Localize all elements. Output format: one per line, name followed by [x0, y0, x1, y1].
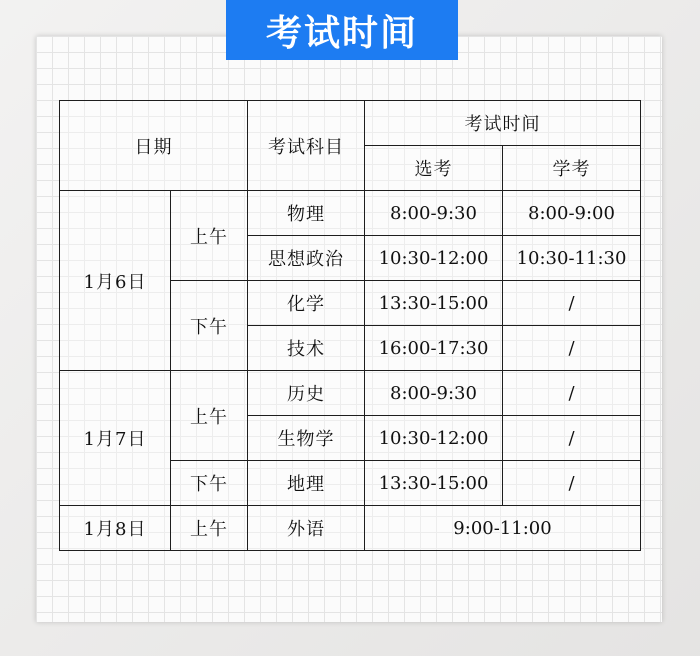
table-row [60, 191, 641, 236]
xuekao-time-cell: 8:00-9:00 [503, 191, 641, 236]
header-row [60, 101, 641, 146]
header-subject: 考试科目 [248, 101, 365, 191]
period-cell: 上午 [171, 506, 248, 551]
period-cell: 上午 [171, 371, 248, 461]
subject-cell: 思想政治 [248, 236, 365, 281]
xuankao-time-cell: 13:30-15:00 [365, 281, 503, 326]
subject-cell: 化学 [248, 281, 365, 326]
xuankao-time-cell: 16:00-17:30 [365, 326, 503, 371]
period-cell: 上午 [171, 191, 248, 281]
date-cell: 1月7日 [60, 371, 171, 506]
header-date: 日期 [60, 101, 248, 191]
date-cell: 1月8日 [60, 506, 171, 551]
header-exam-time: 考试时间 [365, 101, 641, 146]
title-banner: 考试时间 [226, 0, 458, 60]
xuankao-time-cell: 13:30-15:00 [365, 461, 503, 506]
xuekao-time-cell: / [503, 326, 641, 371]
date-cell: 1月6日 [60, 191, 171, 371]
xuekao-time-cell: / [503, 281, 641, 326]
subject-cell: 生物学 [248, 416, 365, 461]
header-xuankao: 选考 [365, 146, 503, 191]
subject-cell: 地理 [248, 461, 365, 506]
combined-time-cell: 9:00-11:00 [365, 506, 641, 551]
table-row [60, 371, 641, 416]
subject-cell: 历史 [248, 371, 365, 416]
subject-cell: 物理 [248, 191, 365, 236]
xuankao-time-cell: 10:30-12:00 [365, 416, 503, 461]
period-cell: 下午 [171, 461, 248, 506]
xuekao-time-cell: / [503, 461, 641, 506]
xuekao-time-cell: / [503, 416, 641, 461]
period-cell: 下午 [171, 281, 248, 371]
xuekao-time-cell: 10:30-11:30 [503, 236, 641, 281]
header-xuekao: 学考 [503, 146, 641, 191]
subject-cell: 外语 [248, 506, 365, 551]
subject-cell: 技术 [248, 326, 365, 371]
table-row [60, 506, 641, 551]
exam-schedule-table [59, 100, 641, 551]
xuankao-time-cell: 10:30-12:00 [365, 236, 503, 281]
xuekao-time-cell: / [503, 371, 641, 416]
xuankao-time-cell: 8:00-9:30 [365, 191, 503, 236]
xuankao-time-cell: 8:00-9:30 [365, 371, 503, 416]
